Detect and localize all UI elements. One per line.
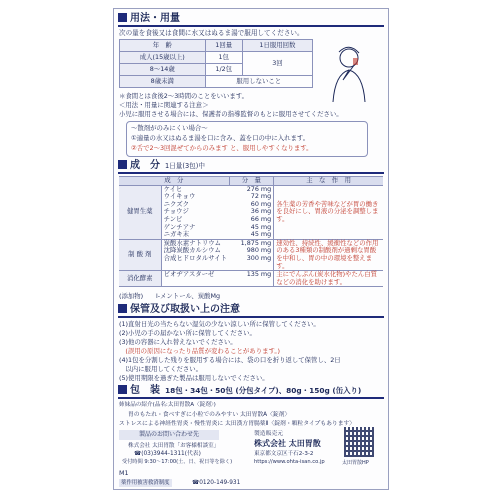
note-line: ＜用法・用量に関連する注意＞ bbox=[119, 101, 209, 109]
group-label: 消化酵素 bbox=[119, 271, 161, 287]
section-rule bbox=[118, 316, 384, 318]
square-bullet-icon bbox=[118, 385, 127, 394]
table-header: 成 分 bbox=[119, 177, 229, 186]
code-label: M1 bbox=[119, 469, 129, 477]
storage-item: (4)1包を分割した残りを服用する場合には、袋の口を折り返して保管し、2日 bbox=[119, 356, 341, 364]
tip-title: ～散剤がのみにくい場合～ bbox=[131, 124, 208, 132]
tip-box bbox=[126, 121, 368, 157]
ingredient-action: 主にでんぷん(炭水化物)やたん白質などの消化を助けます。 bbox=[274, 271, 383, 287]
packaging-heading: 包 装 18包・34包・50包 (分包タイプ)、80g・150g (缶入り) bbox=[118, 385, 361, 397]
storage-item: (誤用の原因になったり品質が変わることがあります。) bbox=[119, 347, 281, 355]
square-bullet-icon bbox=[118, 304, 127, 313]
sister-label: 姉妹品の紹介(品名:太田胃散A〈錠剤〉) bbox=[119, 402, 216, 408]
storage-item: (3)他の容器に入れ替えないでください。 bbox=[119, 338, 237, 346]
table-header: 1日服用回数 bbox=[242, 40, 312, 52]
dosage-table bbox=[119, 39, 313, 88]
age-cell: 8歳未満 bbox=[120, 76, 206, 88]
storage-item: (5)使用期限を過ぎた製品は服用しないでください。 bbox=[119, 374, 269, 382]
tip-line: ①適量の水又はぬるま湯を口に含み、蓋を口の中に入れます。 bbox=[131, 134, 310, 142]
ingredient-action: 各生薬の芳香や苦味などが胃の働きを良好にし、胃液の分泌を調整します。 bbox=[274, 185, 383, 239]
section-rule bbox=[118, 172, 384, 174]
table-header: 主 な 作 用 bbox=[274, 177, 383, 186]
age-cell: 成人(15歳以上) bbox=[120, 52, 206, 64]
maker-address: 東京都文京区千石2-3-2 bbox=[254, 451, 314, 457]
dose-cell: 1包 bbox=[205, 52, 242, 64]
relief-label: 薬作用被害救済制度 bbox=[121, 480, 170, 486]
ingredient-amounts: 135 mg bbox=[229, 271, 274, 287]
ingredient-amounts: 1,875 mg 980 mg 300 mg bbox=[229, 239, 274, 270]
note-line: ＊食間とは食後2～3時間のことをいいます。 bbox=[119, 92, 249, 100]
storage-item: (2)小児の手の届かない所に保管してください。 bbox=[119, 329, 256, 337]
sister-line: ストレスによる神経性胃炎・慢性胃炎に 太田漢方胃腸薬Ⅱ〈錠剤・顆粒タイプもあります〉 bbox=[119, 421, 356, 427]
maker-name: 株式会社 太田胃散 bbox=[254, 439, 321, 448]
section-rule bbox=[118, 397, 384, 399]
ingredient-amounts: 276 mg 72 mg 60 mg 36 mg 66 mg 45 mg 45 mg bbox=[229, 185, 274, 239]
contact-tel: ☎(03)3944-1311(代表) bbox=[134, 451, 201, 457]
ingredients-table bbox=[119, 176, 383, 287]
dose-cell: 1/2包 bbox=[205, 64, 242, 76]
storage-heading: 保管及び取扱い上の注意 bbox=[118, 304, 240, 316]
person-drinking-illustration bbox=[319, 44, 374, 104]
age-cell: 8～14歳 bbox=[120, 64, 206, 76]
ingredient-names: ケイヒ ウイキョウ ニクズク チョウジ チンピ ゲンチアナ ニガキ末 bbox=[161, 185, 229, 239]
note-line: 小児に服用させる場合には、保護者の指導監督のもとに服用させてください。 bbox=[119, 110, 343, 118]
package-insert bbox=[113, 8, 389, 490]
tip-line: ②舌で2～3回混ぜてからのみます と、服用しやすくなります。 bbox=[131, 144, 313, 152]
ingredient-names: ビオヂアスターゼ bbox=[161, 271, 229, 287]
group-label: 制 酸 剤 bbox=[119, 239, 161, 270]
square-bullet-icon bbox=[118, 160, 127, 169]
dose-cell: 服用しないこと bbox=[205, 76, 312, 88]
square-bullet-icon bbox=[118, 13, 127, 22]
ingredients-heading: 成 分 1日量(3包)中 bbox=[118, 160, 205, 172]
storage-item: (1)直射日光の当たらない湿気の少ない涼しい所に保管してください。 bbox=[119, 320, 320, 328]
storage-item: 以内に服用してください。 bbox=[119, 365, 203, 373]
maker-title: 製造販売元 bbox=[254, 431, 283, 437]
table-header: 1回量 bbox=[205, 40, 242, 52]
qr-code-icon[interactable] bbox=[344, 427, 374, 457]
sister-line: 胃のもたれ・食べすぎに小粒でのみやすい 太田胃散A〈錠剤〉 bbox=[128, 412, 291, 418]
table-header: 分 量 bbox=[229, 177, 274, 186]
contact-company: 株式会社 太田胃散「お客様相談室」 bbox=[128, 443, 220, 449]
free-dial: ☎0120-149-931 bbox=[192, 480, 241, 486]
qr-label: 太田胃散HP bbox=[342, 460, 369, 466]
group-label: 健胃生薬 bbox=[119, 185, 161, 239]
additive-line: (添加物) l-メントール、炭酸Mg bbox=[119, 292, 221, 300]
contact-title: 製品のお問い合わせ先 bbox=[119, 430, 219, 440]
table-header: 年 齢 bbox=[120, 40, 206, 52]
section-rule bbox=[118, 25, 384, 27]
maker-url[interactable]: https://www.ohta-isan.co.jp bbox=[254, 459, 325, 465]
usage-intro: 次の量を食後又は食間に水又はぬるま湯で服用してください。 bbox=[119, 29, 304, 37]
usage-heading: 用法・用量 bbox=[118, 13, 180, 25]
ingredient-names: 炭酸水素ナトリウム 沈降炭酸カルシウム 合成ヒドロタルサイト bbox=[161, 239, 229, 270]
ingredient-action: 速効性、持続性、緩衝性などの作用のある3種類の制酸剤が過剰な胃酸を中和し、胃の中の環境を整えます。 bbox=[274, 239, 383, 270]
times-cell: 3回 bbox=[242, 52, 312, 76]
contact-hours: 受付時間 9:30～17:00(土、日、祝日等を除く) bbox=[122, 459, 233, 465]
